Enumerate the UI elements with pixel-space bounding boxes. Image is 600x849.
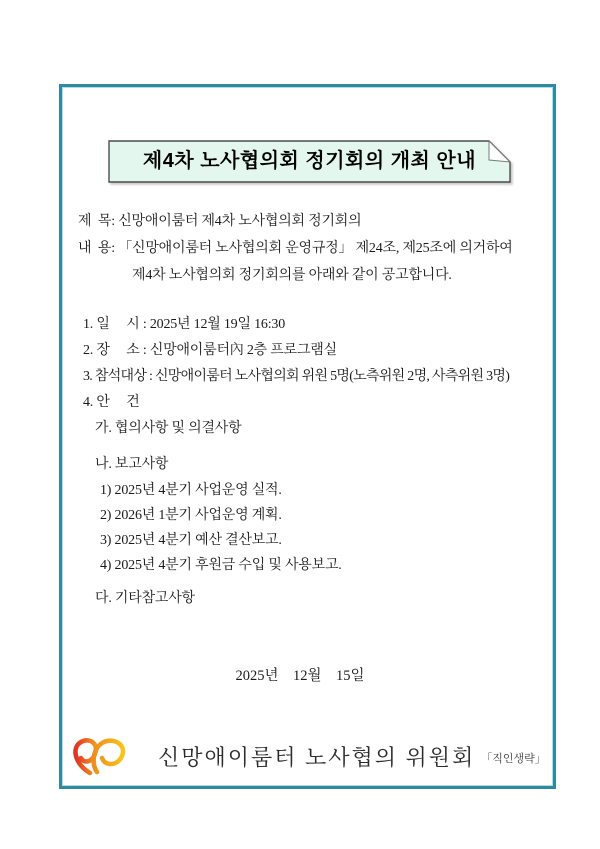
- agenda-ga: 가. 협의사항 및 의결사항: [95, 421, 242, 436]
- report-item-4: 4) 2025년 4분기 후원금 수입 및 사용보고.: [100, 558, 342, 573]
- item-agenda: 4. 안 건: [83, 395, 140, 410]
- item-datetime: 1. 일 시 : 2025년 12월 19일 16:30: [83, 317, 285, 332]
- report-item-3: 3) 2025년 4분기 예산 결산보고.: [100, 533, 282, 548]
- agenda-da: 다. 기타참고사항: [95, 591, 195, 606]
- organization-name: 신망애이룸터 노사협의 위원회: [158, 744, 476, 770]
- seal-omitted-note: 「직인생략」: [481, 753, 546, 765]
- notice-body: [78, 208, 556, 612]
- announcement-date: 2025년 12월 15일: [235, 668, 365, 684]
- page-title: 제4차 노사협의회 정기회의 개최 안내: [142, 150, 477, 172]
- agenda-na: 나. 보고사항: [95, 457, 169, 472]
- heart-swirl-logo-icon: [68, 732, 130, 780]
- report-item-1: 1) 2025년 4분기 사업운영 실적.: [100, 483, 282, 498]
- item-attendees: 3. 참석대상 : 신망애이룸터 노사협의회 위원 5명(노측위원 2명, 사측위원 3명): [83, 369, 510, 384]
- content-line-2: 제4차 노사협의회 정기회의를 아래와 같이 공고합니다.: [132, 268, 452, 283]
- content-line-1: 내 용: 「신망애이룸터 노사협의회 운영규정」 제24조, 제25조에 의거하여: [78, 241, 513, 256]
- report-item-2: 2) 2026년 1분기 사업운영 계획.: [100, 508, 282, 523]
- title-box: [108, 140, 511, 183]
- footer: [68, 728, 546, 784]
- subject-line: 제 목: 신망애이룸터 제4차 노사협의회 정기회의: [78, 214, 362, 229]
- item-location: 2. 장 소 : 신망애이룸터內 2층 프로그램실: [83, 343, 337, 358]
